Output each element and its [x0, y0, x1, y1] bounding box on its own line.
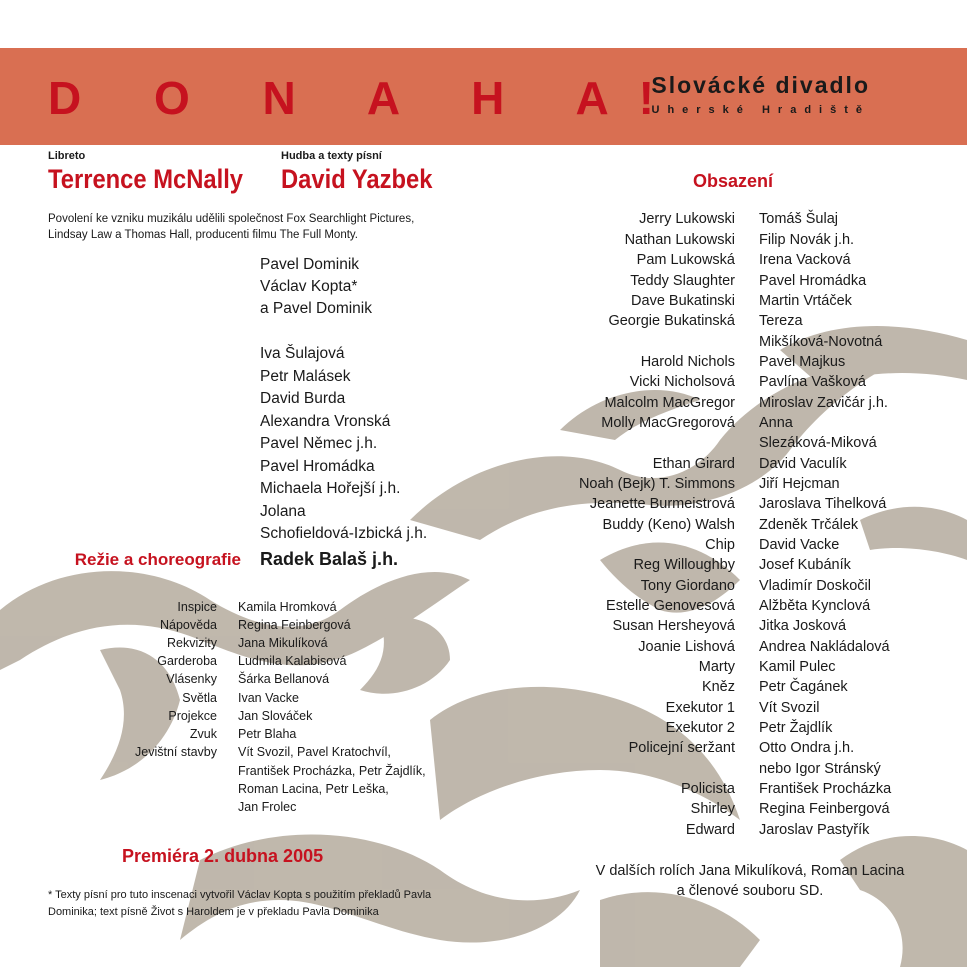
- credit-name: Michaela Hořejší j.h.: [260, 480, 401, 497]
- music-label: Hudba a texty písní: [281, 150, 382, 162]
- cast-actor: Tomáš Šulaj: [759, 211, 838, 227]
- crew-name: Roman Lacina, Petr Leška,: [238, 782, 389, 796]
- credit-name: Pavel Dominik: [260, 256, 360, 273]
- cast-actor: David Vacke: [759, 537, 840, 553]
- cast-role: Harold Nichols: [640, 354, 735, 370]
- cast-actor: Jiří Hejcman: [759, 476, 840, 492]
- swirl-shape: [600, 892, 760, 967]
- director-role: Režie a choreografie: [74, 550, 241, 569]
- credit-name: Iva Šulajová: [260, 345, 345, 362]
- cast-actor: Jaroslava Tihelková: [759, 496, 887, 512]
- cast-role: Noah (Bejk) T. Simmons: [578, 476, 735, 492]
- cast-actor: Petr Čagánek: [759, 679, 848, 695]
- cast-actor: nebo Igor Stránský: [759, 761, 881, 777]
- crew-name: Šárka Bellanová: [238, 672, 330, 686]
- crew-name: Vít Svozil, Pavel Kratochvíl,: [238, 745, 391, 759]
- crew-role: Projekce: [168, 709, 217, 723]
- cast-actor: Alžběta Kynclová: [759, 598, 871, 614]
- cast-actor: Andrea Nakládalová: [759, 639, 890, 655]
- cast-role: Jeanette Burmeistrová: [589, 496, 735, 512]
- permission-note: Povolení ke vzniku muzikálu udělili společnost Fox Searchlight Pictures, Lindsay Law a Thomas Hall, producenti filmu The Full Monty.: [48, 213, 415, 241]
- cast-note: V dalších rolích Jana Mikulíková, Roman Lacina a členové souboru SD.: [595, 863, 905, 899]
- cast-role: Vicki Nicholsová: [629, 374, 735, 390]
- swirl-shape: [860, 507, 967, 560]
- cast-actor: Josef Kubáník: [759, 557, 851, 573]
- cast-role: Exekutor 2: [665, 720, 735, 736]
- cast-actor: Jitka Josková: [759, 618, 847, 634]
- page-title: D O N A H A!: [48, 72, 684, 124]
- cast-role: Buddy (Keno) Walsh: [602, 517, 735, 533]
- cast-role: Marty: [698, 659, 735, 675]
- crew-name: Kamila Hromková: [238, 600, 337, 614]
- cast-role: Dave Bukatinski: [631, 293, 735, 309]
- cast-role: Ethan Girard: [652, 456, 735, 472]
- cast-actor: Pavlína Vašková: [759, 374, 866, 390]
- credit-name: Schofieldová-Izbická j.h.: [260, 525, 428, 542]
- cast-heading: Obsazení: [693, 171, 774, 191]
- crew-name: Regina Feinbergová: [238, 618, 351, 632]
- cast-role: Policista: [681, 781, 735, 797]
- cast-role: Malcolm MacGregor: [604, 395, 735, 411]
- crew-name: Jana Mikulíková: [238, 636, 328, 650]
- footnote: * Texty písní pro tuto inscenaci vytvořil Václav Kopta s použitím překladů Pavla Dominika; text písně Život s Haroldem je v překladu Pavla Dominika: [48, 889, 432, 918]
- cast-actor: Regina Feinbergová: [759, 801, 890, 817]
- crew-role: Garderoba: [157, 654, 217, 668]
- cast-role: Shirley: [690, 801, 735, 817]
- cast-actor: Tereza: [759, 313, 803, 329]
- cast-role: Tony Giordano: [640, 578, 735, 594]
- cast-role: Exekutor 1: [665, 700, 735, 716]
- cast-role: Estelle Genovesová: [606, 598, 735, 614]
- cast-actor: Mikšíková-Novotná: [759, 334, 883, 350]
- cast-actor: Martin Vrtáček: [759, 293, 852, 309]
- crew-role: Jevištní stavby: [135, 745, 217, 759]
- credit-name: Jolana: [260, 503, 306, 520]
- director-name: Radek Balaš j.h.: [260, 549, 399, 569]
- cast-role: Teddy Slaughter: [630, 273, 735, 289]
- cast-actor: Vladimír Doskočil: [759, 578, 871, 594]
- cast-role: Georgie Bukatinská: [608, 313, 735, 329]
- crew-name: Ludmila Kalabisová: [238, 654, 347, 668]
- theatre-name: Slovácké divadlo: [651, 72, 870, 98]
- crew-name: Jan Slováček: [238, 709, 313, 723]
- cast-role: Policejní seržant: [628, 740, 735, 756]
- cast-actor: František Procházka: [759, 781, 892, 797]
- music-name: David Yazbek: [281, 164, 433, 194]
- cast-role: Pam Lukowská: [636, 252, 735, 268]
- cast-actor: Pavel Majkus: [759, 354, 846, 370]
- theatre-city: Uherské Hradiště: [651, 104, 870, 116]
- crew-name: Jan Frolec: [238, 800, 297, 814]
- cast-actor: Zdeněk Trčálek: [759, 517, 859, 533]
- libretto-name: Terrence McNally: [48, 164, 244, 194]
- cast-role: Jerry Lukowski: [639, 211, 735, 227]
- cast-actor: Kamil Pulec: [759, 659, 836, 675]
- cast-role: Chip: [705, 537, 735, 553]
- cast-actor: Otto Ondra j.h.: [759, 740, 855, 756]
- cast-role: Edward: [685, 822, 735, 838]
- credit-name: a Pavel Dominik: [260, 300, 372, 317]
- libretto-label: Libreto: [48, 150, 86, 162]
- crew-name: Petr Blaha: [238, 727, 297, 741]
- credit-name: David Burda: [260, 390, 346, 407]
- cast-actor: Slezáková-Miková: [759, 435, 877, 451]
- crew-role: Vlásenky: [166, 672, 217, 686]
- credit-name: Petr Malásek: [260, 368, 351, 385]
- crew-role: Inspice: [177, 600, 217, 614]
- credit-name: Alexandra Vronská: [260, 413, 391, 430]
- cast-role: Susan Hersheyová: [612, 618, 735, 634]
- cast-actor: Jaroslav Pastyřík: [759, 822, 870, 838]
- cast-actor: Vít Svozil: [759, 700, 820, 716]
- cast-role: Reg Willoughby: [633, 557, 735, 573]
- crew-role: Zvuk: [189, 727, 217, 741]
- swirl-shape: [840, 836, 967, 967]
- crew-name: Ivan Vacke: [238, 691, 299, 705]
- cast-actor: David Vaculík: [759, 456, 847, 472]
- crew-role: Nápověda: [160, 618, 217, 632]
- cast-actor: Miroslav Zavičár j.h.: [759, 395, 888, 411]
- cast-actor: Pavel Hromádka: [759, 273, 867, 289]
- cast-role: Joanie Lishová: [638, 639, 735, 655]
- credit-name: Pavel Hromádka: [260, 458, 375, 475]
- cast-actor: Anna: [759, 415, 793, 431]
- cast-role: Nathan Lukowski: [624, 232, 735, 248]
- credit-name: Pavel Němec j.h.: [260, 435, 378, 452]
- crew-name: František Procházka, Petr Žajdlík,: [238, 764, 426, 778]
- credit-name: Václav Kopta*: [260, 278, 358, 295]
- cast-actor: Irena Vacková: [759, 252, 851, 268]
- cast-role: Kněz: [701, 679, 735, 695]
- crew-role: Rekvizity: [166, 636, 217, 650]
- crew-role: Světla: [182, 691, 217, 705]
- premiere-date: Premiéra 2. dubna 2005: [122, 846, 324, 866]
- cast-actor: Petr Žajdlík: [759, 720, 833, 736]
- cast-actor: Filip Novák j.h.: [759, 232, 855, 248]
- cast-role: Molly MacGregorová: [601, 415, 735, 431]
